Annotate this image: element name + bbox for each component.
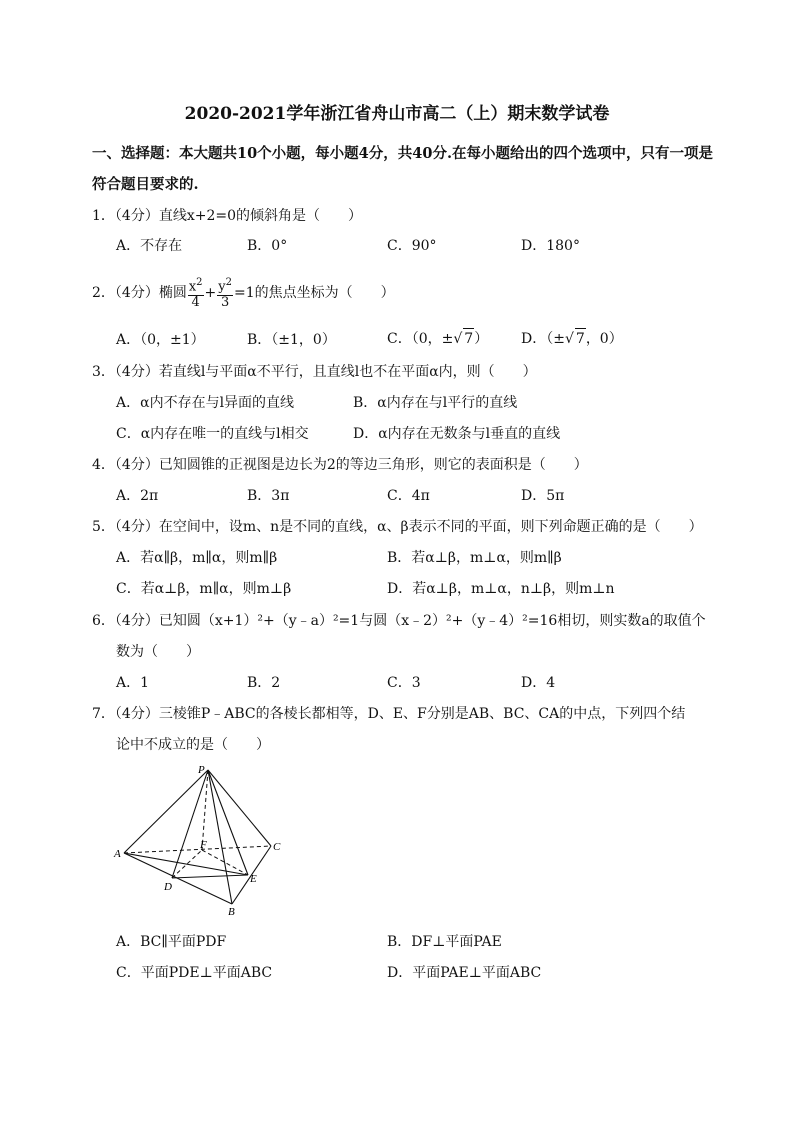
section-heading-cont: 符合题目要求的. (92, 176, 199, 193)
q5-option-c: C．若α⊥β，m∥α，则m⊥β (116, 581, 292, 597)
q5-option-b: B．若α⊥β，m⊥α，则m∥β (387, 550, 562, 566)
question-3: 3．（4分）若直线l与平面α不平行，且直线l也不在平面α内，则（ ） (92, 364, 537, 380)
q2-option-d: D．（±√ 7，0） (521, 328, 623, 349)
q1-option-a: A．不存在 (116, 238, 183, 254)
label-f: F (200, 839, 207, 851)
q7-option-c: C．平面PDE⊥平面ABC (116, 965, 273, 981)
q6-option-b: B．2 (247, 675, 281, 691)
q1-option-c: C．90° (387, 238, 437, 254)
section-heading: 一、选择题：本大题共10个小题，每小题4分，共40分.在每小题给出的四个选项中，只有一项是 (92, 145, 713, 162)
q2-option-c: C．（0，±√ 7） (387, 328, 488, 349)
q2-option-a: A．（0，±1） (116, 332, 205, 348)
q4-option-a: A．2π (116, 488, 159, 504)
q4-option-d: D．5π (521, 488, 565, 504)
q6-option-c: C．3 (387, 675, 421, 691)
label-c: C (273, 841, 281, 853)
q7-option-a: A．BC∥平面PDF (116, 934, 227, 950)
question-1: 1．（4分）直线x+2=0的倾斜角是（ ） (92, 208, 362, 224)
q5-option-d: D．若α⊥β，m⊥α，n⊥β，则m⊥n (387, 581, 615, 597)
question-7-cont: 论中不成立的是（ ） (116, 737, 270, 753)
q1-option-d: D．180° (521, 238, 580, 254)
q2-fraction-x: $\frac{x^2}{4}$ (188, 277, 203, 310)
pyramid-figure (110, 762, 300, 922)
q1-option-b: B．0° (247, 238, 288, 254)
q2-option-b: B．（±1，0） (247, 332, 336, 348)
label-b: B (228, 906, 235, 918)
label-e: E (250, 873, 257, 885)
question-6-cont: 数为（ ） (116, 644, 200, 660)
label-a: A (114, 848, 121, 860)
q3-option-c: C．α内存在唯一的直线与l相交 (116, 426, 309, 442)
q2-prefix: 2．（4分）椭圆 (92, 285, 187, 301)
q3-option-a: A．α内不存在与l异面的直线 (116, 395, 295, 411)
q7-option-b: B．DF⊥平面PAE (387, 934, 502, 950)
question-2: 2．（4分）椭圆 $\frac{x^2}{4}$ + $\frac{y^2}{3}$ =1的焦点坐标为（ ） (92, 277, 395, 310)
label-p: P (198, 764, 205, 776)
q4-option-b: B．3π (247, 488, 290, 504)
q2-fraction-y: $\frac{y^2}{3}$ (218, 277, 233, 310)
question-7: 7．（4分）三棱锥P﹣ABC的各棱长都相等，D、E、F分别是AB、BC、CA的中点，下列四个结 (92, 706, 686, 722)
question-4: 4．（4分）已知圆锥的正视图是边长为2的等边三角形，则它的表面积是（ ） (92, 457, 588, 473)
q4-option-c: C．4π (387, 488, 430, 504)
question-6: 6．（4分）已知圆（x+1）²+（y﹣a）²=1与圆（x﹣2）²+（y﹣4）²=16相切，则实数a的取值个 (92, 613, 706, 629)
q6-option-a: A．1 (116, 675, 150, 691)
q7-option-d: D．平面PAE⊥平面ABC (387, 965, 542, 981)
q5-option-a: A．若α∥β，m∥α，则m∥β (116, 550, 278, 566)
q3-option-d: D．α内存在无数条与l垂直的直线 (353, 426, 561, 442)
question-5: 5．（4分）在空间中，设m、n是不同的直线，α、β表示不同的平面，则下列命题正确的是（ ） (92, 519, 703, 535)
label-d: D (164, 881, 172, 893)
page-title: 2020-2021学年浙江省舟山市高二（上）期末数学试卷 (184, 104, 610, 124)
q6-option-d: D．4 (521, 675, 556, 691)
q2-suffix: =1的焦点坐标为（ ） (234, 285, 395, 301)
q3-option-b: B．α内存在与l平行的直线 (353, 395, 518, 411)
